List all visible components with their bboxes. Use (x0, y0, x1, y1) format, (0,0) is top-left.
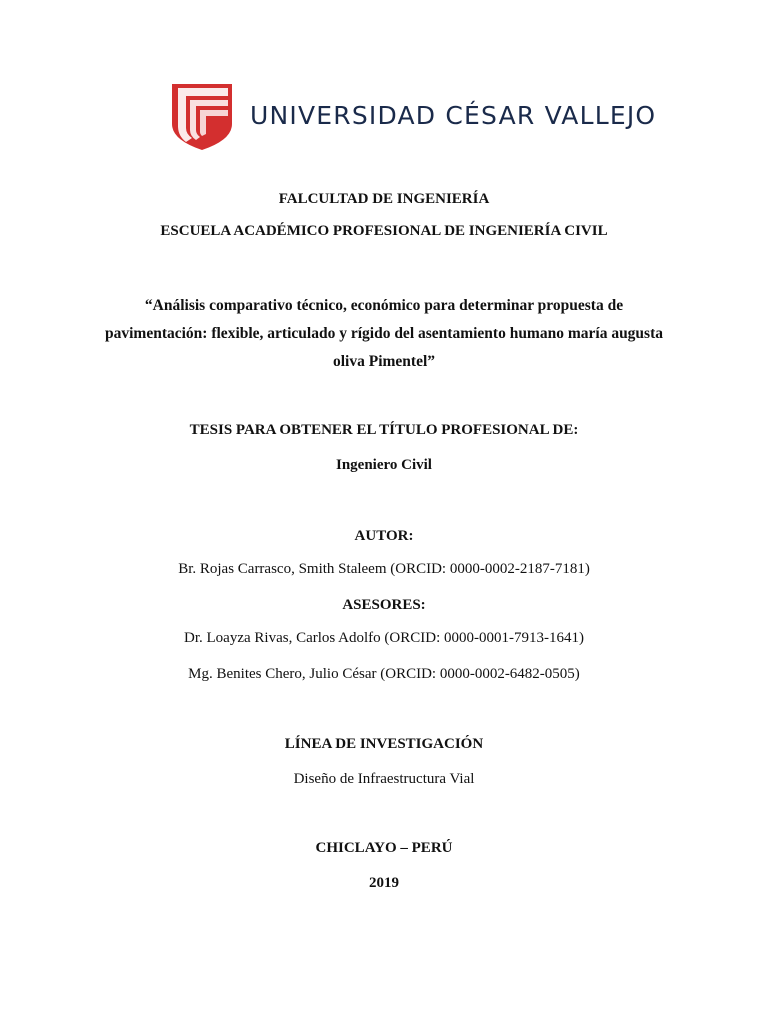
degree-name: Ingeniero Civil (336, 457, 432, 473)
thesis-title: “Análisis comparativo técnico, económico para determinar propuesta de pavimentación: flexible, articulado y rígido del asentamiento humano maría augusta oliva Pimentel” (105, 297, 663, 370)
school-heading: ESCUELA ACADÉMICO PROFESIONAL DE INGENIERÍA CIVIL (160, 223, 608, 239)
degree-heading: TESIS PARA OBTENER EL TÍTULO PROFESIONAL DE: (189, 422, 579, 438)
advisor-item: Mg. Benites Chero, Julio César (ORCID: 0000-0002-6482-0505) (188, 666, 580, 682)
research-line-value: Diseño de Infraestructura Vial (293, 771, 475, 787)
research-line-heading: LÍNEA DE INVESTIGACIÓN (284, 736, 484, 752)
university-logo (172, 84, 657, 152)
place: CHICLAYO – PERÚ (315, 840, 453, 856)
advisor-item: Dr. Loayza Rivas, Carlos Adolfo (ORCID: 0000-0001-7913-1641) (184, 630, 584, 646)
year: 2019 (369, 875, 399, 891)
faculty-heading: FALCULTAD DE INGENIERÍA (278, 191, 490, 207)
author-heading: AUTOR: (354, 528, 414, 544)
university-name: UNIVERSIDAD CÉSAR VALLEJO (250, 101, 657, 130)
university-emblem-icon (172, 84, 232, 150)
author-name: Br. Rojas Carrasco, Smith Staleem (ORCID: 0000-0002-2187-7181) (178, 561, 590, 577)
advisors-heading: ASESORES: (342, 597, 426, 613)
